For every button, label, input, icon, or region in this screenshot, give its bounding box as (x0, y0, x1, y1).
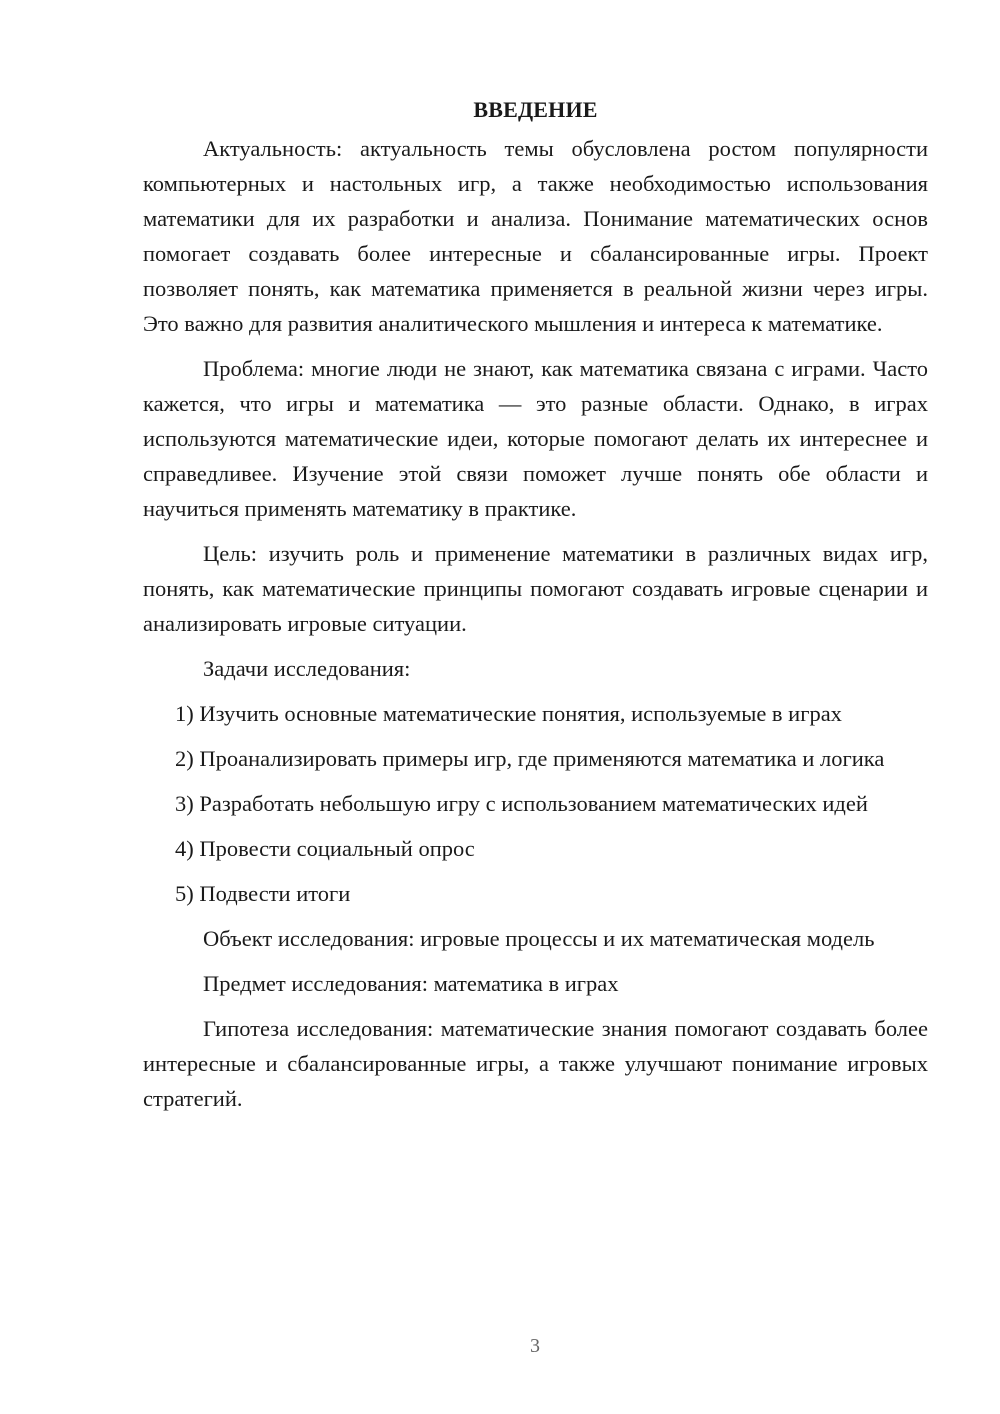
task-item-5: 5) Подвести итоги (175, 881, 351, 906)
paragraph-relevance: Актуальность: актуальность темы обусловлена ростом популярности компьютерных и настольных игр, а также необходимостью использования математики для их разработки и анализа. Понимание математических основ помогает создавать более интересные и сбалансированные игры. Проект позволяет понять, как математика применяется в реальной жизни через игры. Это важно для развития аналитического мышления и интереса к математике. (143, 136, 928, 336)
page-number: 3 (530, 1335, 540, 1357)
task-item-4: 4) Провести социальный опрос (175, 836, 475, 861)
task-item-3: 3) Разработать небольшую игру с использованием математических идей (175, 791, 868, 816)
paragraph-problem: Проблема: многие люди не знают, как математика связана с играми. Часто кажется, что игры и математика — это разные области. Однако, в играх используются математические идеи, которые помогают делать их интереснее и справедливее. Изучение этой связи поможет лучше понять обе области и научиться применять математику в практике. (143, 356, 928, 521)
paragraph-hypothesis: Гипотеза исследования: математические знания помогают создавать более интересные и сбалансированные игры, а также улучшают понимание игровых стратегий. (143, 1016, 928, 1111)
page-title: ВВЕДЕНИЕ (473, 97, 598, 122)
tasks-heading: Задачи исследования: (203, 656, 411, 681)
task-item-1: 1) Изучить основные математические понятия, используемые в играх (175, 701, 842, 726)
task-item-2: 2) Проанализировать примеры игр, где применяются математика и логика (175, 746, 885, 771)
paragraph-goal: Цель: изучить роль и применение математики в различных видах игр, понять, как математические принципы помогают создавать игровые сценарии и анализировать игровые ситуации. (143, 541, 928, 636)
paragraph-subject: Предмет исследования: математика в играх (203, 971, 619, 996)
paragraph-object: Объект исследования: игровые процессы и их математическая модель (203, 926, 875, 951)
page-content (143, 92, 928, 1116)
